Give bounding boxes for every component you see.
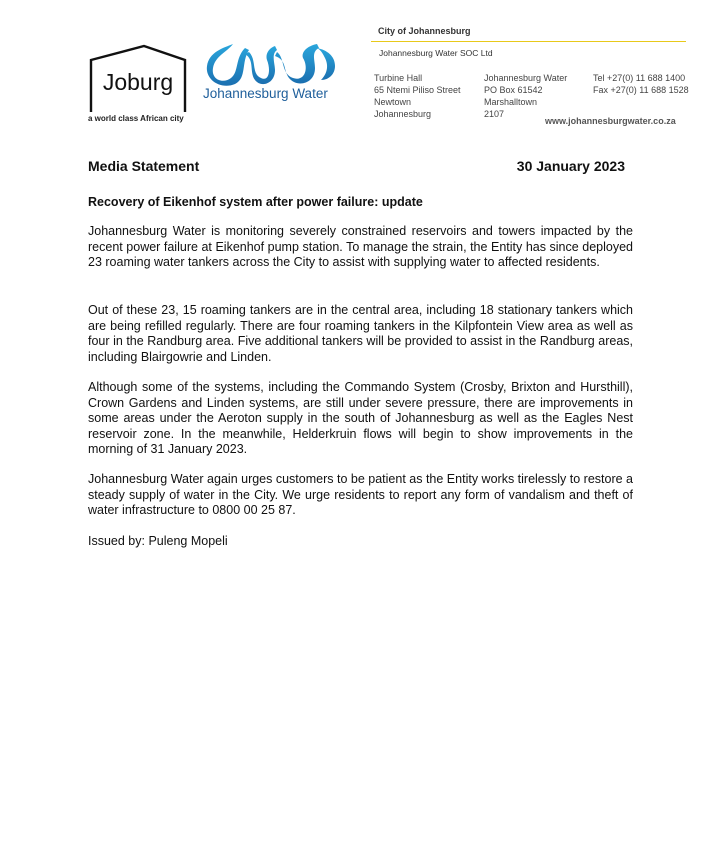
- address-physical: [374, 72, 461, 120]
- letterhead-rule: [371, 41, 686, 42]
- address-line: PO Box 61542: [484, 85, 543, 95]
- website-link[interactable]: www.johannesburgwater.co.za: [545, 116, 676, 126]
- document-date: 30 January 2023: [516, 158, 625, 174]
- address-line: 65 Ntemi Piliso Street: [374, 85, 461, 95]
- address-line: Marshalltown: [484, 97, 538, 107]
- address-line: 2107: [484, 109, 505, 119]
- document-type: Media Statement: [88, 158, 200, 174]
- address-postal: [484, 72, 567, 120]
- telephone: Tel +27(0) 11 688 1400: [593, 73, 686, 83]
- body-paragraph: Although some of the systems, including the Commando System (Crosby, Brixton and Hursthill), Crown Gardens and Linden systems, are still under severe pressure, there are improvements in some areas under the Aeroton supply in the south of Johannesburg as well as the Eagles Nest reservoir zone. In the meanwhile, Helderkruin flows will begin to show improvements in the morning of 31 January 2023.: [88, 380, 633, 456]
- joburg-logo-text: Joburg: [102, 69, 174, 95]
- letterhead-city-name: City of Johannesburg: [378, 26, 471, 36]
- address-line: Newtown: [374, 97, 412, 107]
- address-line: Turbine Hall: [374, 73, 423, 83]
- address-line: Johannesburg Water: [484, 73, 568, 83]
- address-line: Johannesburg: [374, 109, 432, 119]
- joburg-logo: [88, 42, 188, 114]
- fax: Fax +27(0) 11 688 1528: [593, 85, 689, 95]
- johannesburg-water-logo-text: Johannesburg Water: [203, 86, 328, 101]
- body-paragraph: Johannesburg Water is monitoring severely constrained reservoirs and towers impacted by the recent power failure at Eikenhof pump station. To manage the strain, the Entity has since deployed 23 roaming water tankers across the City to assist with supplying water to affected residents.: [88, 224, 633, 269]
- joburg-tagline: a world class African city: [88, 114, 184, 123]
- letterhead-company-name: Johannesburg Water SOC Ltd: [379, 48, 493, 58]
- body-paragraph: Out of these 23, 15 roaming tankers are in the central area, including 18 stationary tankers which are being refilled regularly. There are four roaming tankers in the Kilpfontein View area as well as four in the Randburg area. Five additional tankers will be provided to assist in the Randburg areas, including Blairgowrie and Linden.: [88, 303, 633, 364]
- body-paragraph: Johannesburg Water again urges customers to be patient as the Entity works tirelessly to restore a steady supply of water in the City. We urge residents to report any form of vandalism and theft of water infrastructure to 0800 00 25 87.: [88, 472, 633, 517]
- issued-by: Issued by: Puleng Mopeli: [88, 534, 228, 548]
- headline: Recovery of Eikenhof system after power failure: update: [88, 195, 423, 209]
- contact-numbers: [593, 72, 689, 96]
